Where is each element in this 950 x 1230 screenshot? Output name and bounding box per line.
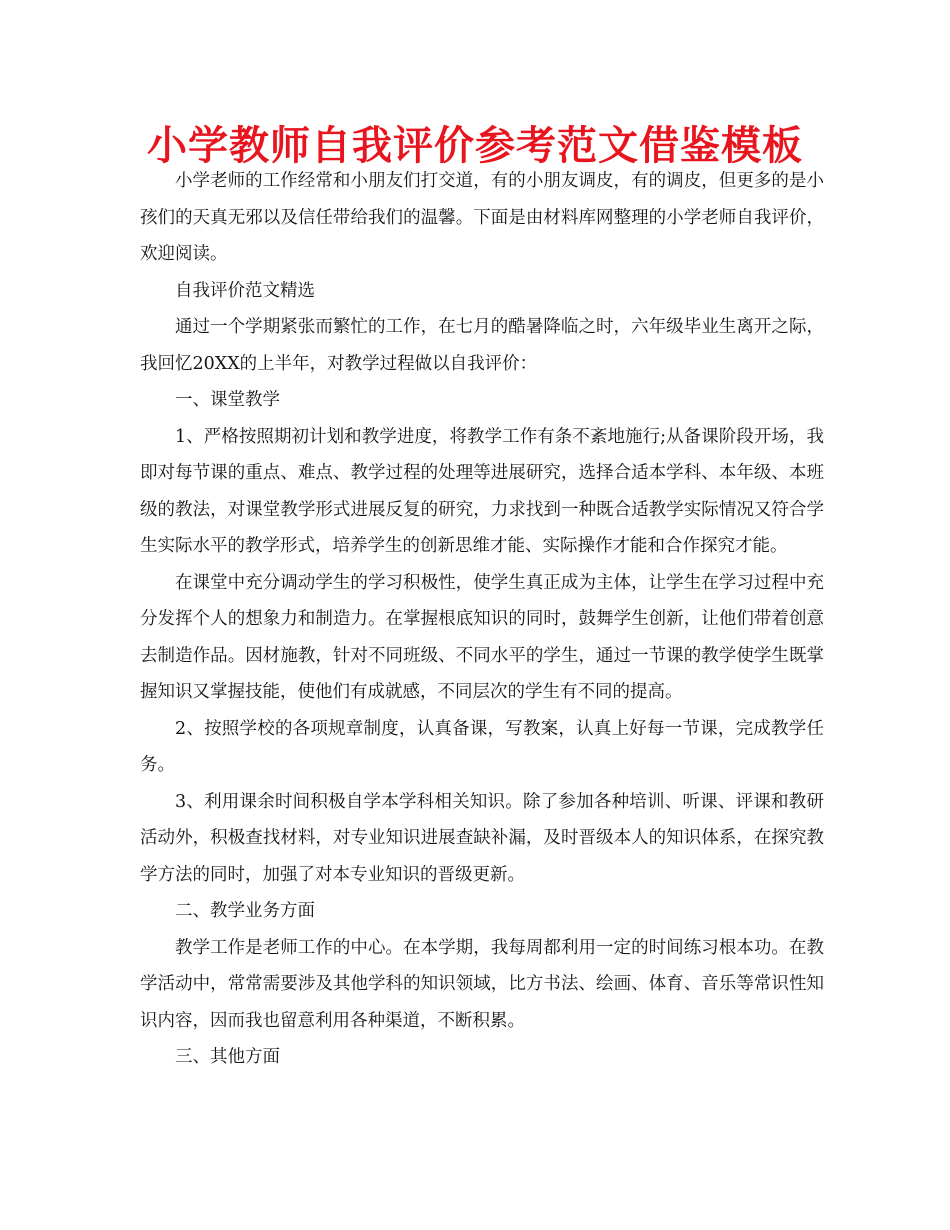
paragraph-intro: 小学老师的工作经常和小朋友们打交道，有的小朋友调皮，有的调皮，但更多的是小孩们的天真无邪以及信任带给我们的温馨。下面是由材料库网整理的小学老师自我评价，欢迎阅读。 <box>140 171 824 264</box>
heading-other-aspects: 三、其他方面 <box>175 1047 280 1067</box>
document-body <box>140 163 824 1076</box>
paragraph-item-3: 3、利用课余时间积极自学本学科相关知识。除了参加各种培训、听课、评课和教研活动外，积极查找材料，对专业知识进展查缺补漏，及时晋级本人的知识体系，在探究教学方法的同时，加强了对本专业知识的晋级更新。 <box>140 791 824 885</box>
paragraph-classroom-engagement: 在课堂中充分调动学生的学习积极性，使学生真正成为主体，让学生在学习过程中充分发挥个人的想象力和制造力。在掌握根底知识的同时，鼓舞学生创新，让他们带着创意去制造作品。因材施教，针对不同班级、不同水平的学生，通过一节课的教学使学生既掌握知识又掌握技能，使他们有成就感，不同层次的学生有不同的提高。 <box>140 572 824 702</box>
heading-teaching-business: 二、教学业务方面 <box>175 901 315 921</box>
paragraph-teaching-business: 教学工作是老师工作的中心。在本学期，我每周都利用一定的时间练习根本功。在教学活动中，常常需要涉及其他学科的知识领域，比方书法、绘画、体育、音乐等常识性知识内容，因而我也留意利用各种渠道，不断积累。 <box>140 937 824 1031</box>
document-title: 小学教师自我评价参考范文借鉴模板 <box>147 123 803 169</box>
paragraph-item-1: 1、严格按照期初计划和教学进度，将教学工作有条不紊地施行;从备课阶段开场，我即对每节课的重点、难点、教学过程的处理等进展研究，选择合适本学科、本年级、本班级的教法，对课堂教学形式进展反复的研究，力求找到一种既合适教学实际情况又符合学生实际水平的教学形式，培养学生的创新思维才能、实际操作才能和合作探究才能。 <box>140 426 824 556</box>
heading-classroom-teaching: 一、课堂教学 <box>175 390 280 410</box>
paragraph-item-2: 2、按照学校的各项规章制度，认真备课，写教案，认真上好每一节课，完成教学任务。 <box>140 718 824 775</box>
paragraph-summary: 通过一个学期紧张而繁忙的工作，在七月的酷暑降临之时，六年级毕业生离开之际，我回忆20XX的上半年，对教学过程做以自我评价： <box>140 317 824 374</box>
paragraph-section-heading: 自我评价范文精选 <box>175 280 315 301</box>
